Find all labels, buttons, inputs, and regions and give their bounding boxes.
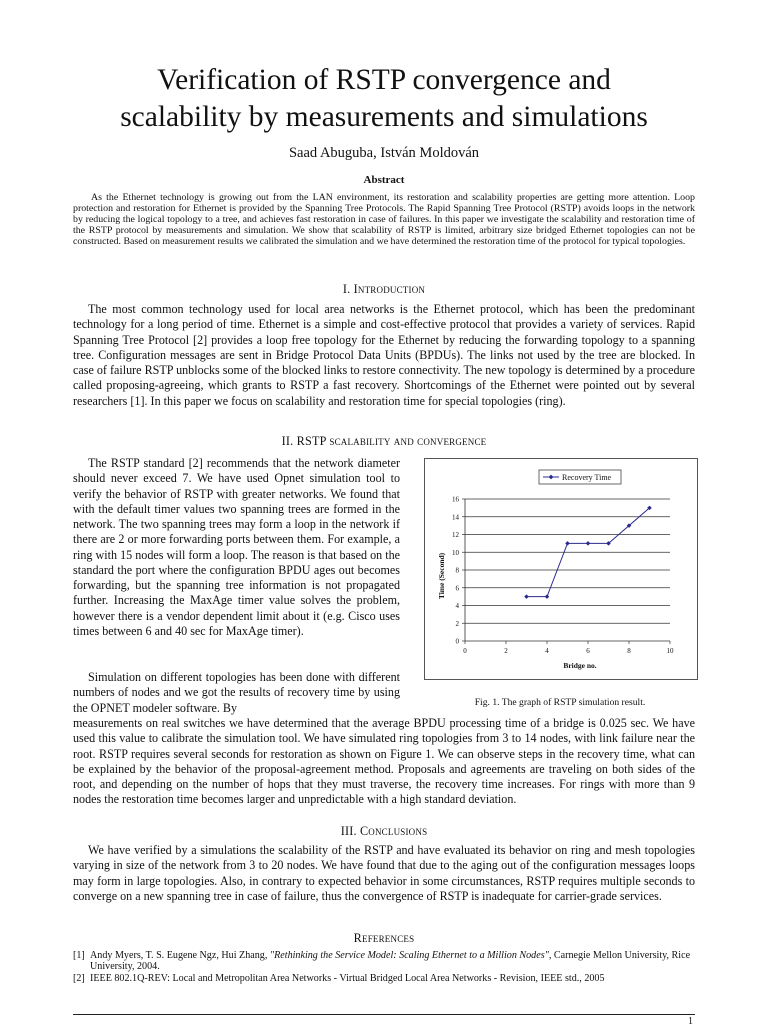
y-axis-label: Time (Second)	[437, 552, 446, 600]
reference-1-number: [1]	[73, 950, 85, 961]
y-tick-label-0: 0	[455, 637, 459, 646]
y-tick-label-6: 6	[455, 584, 459, 593]
x-tick-label-4: 4	[545, 647, 549, 655]
data-point-bridge-6	[586, 541, 591, 546]
data-point-bridge-4	[545, 594, 550, 599]
reference-1	[73, 950, 698, 973]
data-point-bridge-5	[565, 541, 570, 546]
section2-column-paragraph-1: The RSTP standard [2] recommends that the network diameter should never exceed 7. We have used Opnet simulation tool to verify the behavior of RSTP with greater networks. We found that with the default timer values two spanning trees are formed in the network. The two spanning trees may form a loop in the network if there are 2 or more forwarding ports between them. For example, a ring with 15 nodes will form a loop. The reason is that based on the standard the port where the configuration BPDU ages out becomes forwarding, but the spanning tree information is not propagated further. Increasing the MaxAge timer value solves the problem, however there is a vendor dependent limit about it (e.g. Cisco uses times between 6 and 40 sec for MaxAge timer).	[73, 456, 400, 638]
section-heading-scalability: II. RSTP scalability and convergence	[281, 434, 487, 448]
section2-full-width-text: measurements on real switches we have determined that the average BPDU processing time of a bridge is 0.025 sec. We have used this value to calibrate the simulation tool. We have simulated ring topologies from 3 to 14 nodes, with link failure near the root. RSTP requires several seconds for restoration as shown on Figure 1. We can observe steps in the recovery time, what can be explained by the behavior of the proposal-agreement method. Proposals and agreements are traveling on both sides of the root, and depending on the number of hops that they must traverse, the recovery time increases. For rings with more than 9 nodes the restoration time becomes larger and unpredictable with a high standard deviation.	[73, 716, 695, 807]
reference-1-title: "Rethinking the Service Model: Scaling Ethernet to a Million Nodes"	[269, 950, 549, 961]
x-tick-label-0: 0	[463, 647, 467, 655]
reference-1-publisher: , Carnegie Mellon University, Rice University, 2004.	[90, 950, 691, 973]
y-tick-label-16: 16	[452, 495, 459, 504]
y-tick-label-8: 8	[455, 566, 459, 575]
x-axis-label: Bridge no.	[563, 661, 597, 670]
chart-legend	[539, 470, 621, 484]
recovery-time-chart	[425, 459, 697, 679]
chart-tick-labels	[452, 496, 674, 656]
x-tick-label-2: 2	[504, 647, 508, 655]
reference-1-authors: Andy Myers, T. S. Eugene Ngz, Hui Zhang,	[90, 950, 270, 961]
y-tick-label-14: 14	[452, 513, 459, 522]
author-list: Saad Abuguba, István Moldován	[288, 145, 480, 161]
section-heading-conclusions: III. Conclusions	[340, 824, 428, 838]
footer-rule	[73, 1014, 695, 1015]
chart-gridlines	[465, 499, 670, 623]
section-heading-introduction: I. Introduction	[342, 282, 426, 296]
title-line-1: Verification of RSTP convergence and	[157, 64, 611, 96]
y-tick-label-2: 2	[455, 619, 459, 628]
conclusions-text: We have verified by a simulations the scalability of the RSTP and have evaluated its behavior on ring and mesh topologies varying in size of the network from 3 to 20 nodes. We have found that due to the aging out of the configuration messages loops may form in large topologies. Also, in contrary to expected behavior in some circumstances, RSTP requires multiple seconds to converge on a new spanning tree in case of failure, thus the convergence of RSTP is inadequate for carrier-grade services.	[73, 843, 695, 903]
figure-1-caption: Fig. 1. The graph of RSTP simulation result.	[474, 697, 646, 708]
abstract-text: As the Ethernet technology is growing out from the LAN environment, its restoration and scalability properties are getting more attention. Loop protection and restoration for Ethernet is provided by the Spanning Tree Protocols. The Rapid Spanning Tree Protocol (RSTP) avoids loops in the network by reducing the logical topology to a tree, and achieves fast restoration in case of failures. In this paper we investigate the scalability and restoration time of the RSTP protocol by measurements and simulation. We show that scalability of RSTP is limited, arbitrary size bridged Ethernet topologies can not be constructed. Based on measurement results we calibrated the simulation and we have determined the restoration time of the protocol for typical topologies.	[73, 192, 695, 248]
section-heading-references: References	[353, 931, 415, 945]
abstract-heading: Abstract	[363, 174, 405, 186]
paper-title	[60, 62, 708, 136]
figure-1-frame	[424, 458, 698, 680]
title-line-2: scalability by measurements and simulations	[120, 101, 648, 133]
y-tick-label-12: 12	[452, 531, 459, 539]
data-point-bridge-3	[524, 594, 529, 599]
reference-2-text: IEEE 802.1Q-REV: Local and Metropolitan Area Networks - Virtual Bridged Local Area Networks - Revision, IEEE std., 2005	[90, 973, 605, 984]
section2-column-paragraph-2: Simulation on different topologies has been done with different numbers of nodes and we got the results of recovery time by using the OPNET modeler software. By	[73, 670, 400, 715]
y-tick-label-4: 4	[455, 602, 459, 610]
reference-2	[73, 973, 698, 984]
x-tick-label-6: 6	[586, 647, 590, 655]
reference-2-number: [2]	[73, 973, 85, 984]
x-tick-label-8: 8	[627, 647, 631, 655]
y-tick-label-10: 10	[452, 548, 459, 557]
introduction-text: The most common technology used for local area networks is the Ethernet protocol, which has been the predominant technology for a long period of time. Ethernet is a simple and cost-effective protocol that provides a variety of services. Rapid Spanning Tree Protocol [2] provides a loop free topology for the Ethernet by reducing the forwarding topology to a spanning tree. Configuration messages are sent in Bridge Protocol Data Units (BPDUs). The links not used by the tree are blocked. In case of failure RSTP unblocks some of the blocked links to restore connectivity. The new topology is determined by a procedure called proposing-agreeing, which grants to RSTP a fast recovery. Shortcomings of the Ethernet were pointed out by several researchers [1]. In this paper we focus on scalability and restoration time for special topologies (ring).	[73, 302, 695, 408]
page-number: 1	[688, 1016, 693, 1027]
legend-label: Recovery Time	[562, 473, 612, 482]
x-tick-label-10: 10	[666, 647, 674, 655]
chart-axes	[462, 499, 670, 644]
